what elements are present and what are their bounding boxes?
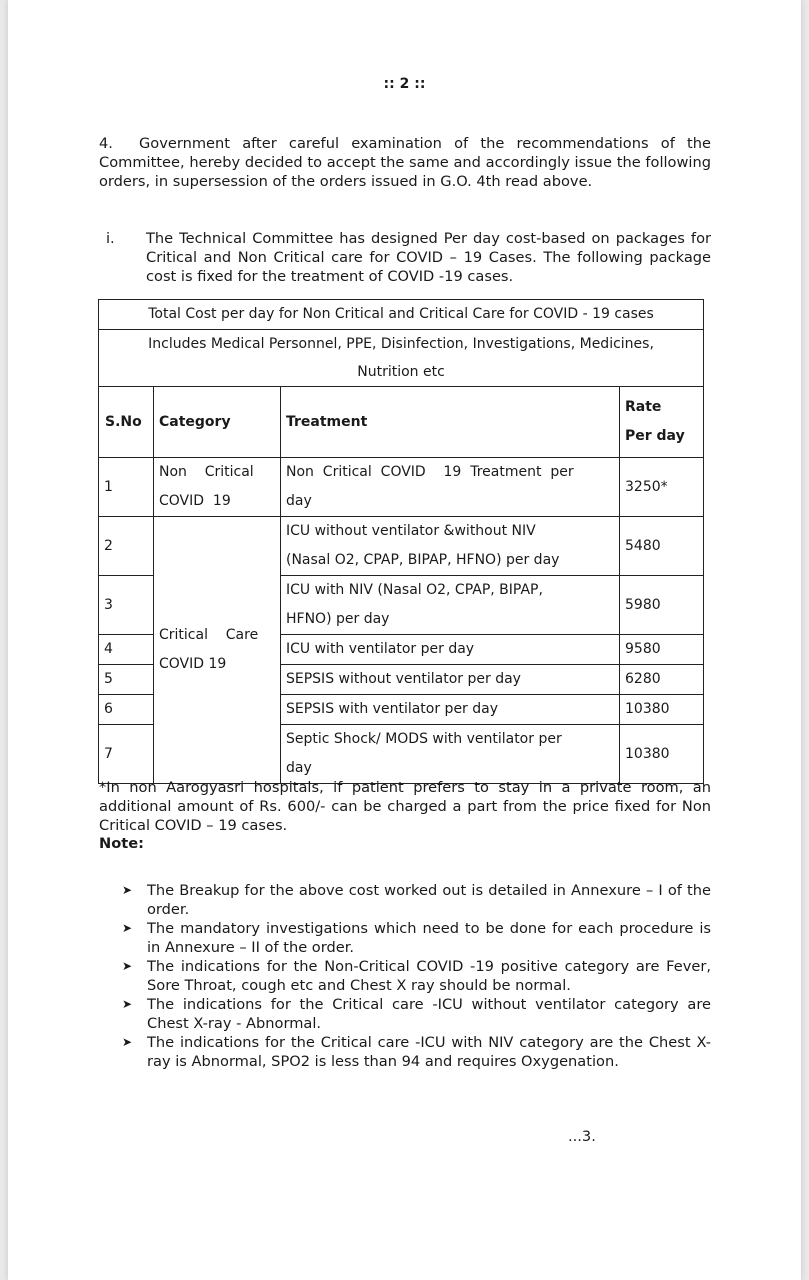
category-non-critical-line2: COVID 19: [159, 493, 231, 509]
header-rate: [620, 387, 704, 458]
row-rate: 9580: [620, 635, 704, 665]
header-treatment: Treatment: [281, 387, 620, 458]
row-sno: 6: [99, 695, 154, 725]
arrow-bullet-icon: ➤: [122, 959, 133, 973]
note-text: The indications for the Critical care -ICU without ventilator category are Chest X-ray - Abnormal.: [147, 996, 711, 1032]
table-subtitle-line1: Includes Medical Personnel, PPE, Disinfection, Investigations, Medicines,: [148, 336, 654, 352]
arrow-bullet-icon: ➤: [122, 1035, 133, 1049]
note-text: The Breakup for the above cost worked out is detailed in Annexure – I of the order.: [147, 882, 711, 918]
category-non-critical: [154, 458, 281, 517]
row-sno: 3: [99, 576, 154, 635]
header-rate-line2: Per day: [625, 428, 685, 444]
row-rate: 5980: [620, 576, 704, 635]
list-item: [120, 995, 711, 1033]
item-i-number: i.: [106, 230, 115, 247]
row-sno: 2: [99, 517, 154, 576]
continuation-marker: ...3.: [568, 1128, 596, 1145]
row-rate: 6280: [620, 665, 704, 695]
row-rate: 5480: [620, 517, 704, 576]
note-title: Note:: [99, 835, 144, 852]
header-sno: S.No: [99, 387, 154, 458]
row-rate: 3250*: [620, 458, 704, 517]
row-treatment-line2: day: [286, 493, 312, 509]
row-treatment: [281, 725, 620, 784]
category-critical-line1: Critical Care: [159, 627, 259, 643]
category-critical: [154, 517, 281, 784]
row-treatment: [281, 576, 620, 635]
category-critical-line2: COVID 19: [159, 656, 227, 672]
row-sno: 1: [99, 458, 154, 517]
row-treatment: [281, 517, 620, 576]
page-marker: :: 2 ::: [383, 76, 426, 92]
row-treatment-line1: ICU with NIV (Nasal O2, CPAP, BIPAP,: [286, 582, 543, 598]
row-treatment: ICU with ventilator per day: [281, 635, 620, 665]
table-subtitle: [99, 330, 704, 387]
category-non-critical-line1: Non Critical: [159, 464, 254, 480]
row-treatment-line1: Non Critical COVID 19 Treatment per: [286, 464, 574, 480]
arrow-bullet-icon: ➤: [122, 883, 133, 897]
arrow-bullet-icon: ➤: [122, 921, 133, 935]
cost-table: [98, 299, 704, 784]
row-treatment-line2: HFNO) per day: [286, 611, 390, 627]
paragraph-4-number: 4.: [99, 135, 113, 152]
list-item: [120, 1033, 711, 1071]
row-treatment: SEPSIS without ventilator per day: [281, 665, 620, 695]
table-row: [99, 458, 704, 517]
table-title: Total Cost per day for Non Critical and Critical Care for COVID - 19 cases: [99, 300, 704, 330]
footnote: *In non Aarogyasri hospitals, if patient prefers to stay in a private room, an additional amount of Rs. 600/- can be charged a part from the price fixed for Non Critical COVID – 19 cases.: [99, 779, 711, 834]
row-treatment-line2: (Nasal O2, CPAP, BIPAP, HFNO) per day: [286, 552, 560, 568]
table-subtitle-line2: Nutrition etc: [357, 364, 445, 380]
paragraph-4: [99, 134, 711, 191]
list-item: [120, 919, 711, 957]
row-treatment-line2: day: [286, 760, 312, 776]
header-category: Category: [154, 387, 281, 458]
table-row: [99, 517, 704, 576]
row-sno: 7: [99, 725, 154, 784]
row-rate: 10380: [620, 725, 704, 784]
header-rate-line1: Rate: [625, 399, 662, 415]
row-treatment-line1: Septic Shock/ MODS with ventilator per: [286, 731, 562, 747]
row-treatment: SEPSIS with ventilator per day: [281, 695, 620, 725]
arrow-bullet-icon: ➤: [122, 997, 133, 1011]
row-sno: 4: [99, 635, 154, 665]
item-i-text: The Technical Committee has designed Per day cost-based on packages for Critical and Non Critical care for COVID – 19 Cases. The following package cost is fixed for the treatment of COVID -19 cases.: [146, 230, 711, 285]
notes-list: [120, 881, 711, 1071]
list-item: [120, 881, 711, 919]
row-rate: 10380: [620, 695, 704, 725]
paragraph-4-text: Government after careful examination of the recommendations of the Committee, hereby decided to accept the same and accordingly issue the following orders, in supersession of the orders issued in G.O. 4th read above.: [99, 135, 711, 190]
row-sno: 5: [99, 665, 154, 695]
note-text: The indications for the Non-Critical COVID -19 positive category are Fever, Sore Throat, cough etc and Chest X ray should be normal.: [147, 958, 711, 994]
row-treatment: [281, 458, 620, 517]
row-treatment-line1: ICU without ventilator &without NIV: [286, 523, 536, 539]
note-text: The indications for the Critical care -ICU with NIV category are the Chest X-ray is Abnormal, SPO2 is less than 94 and requires Oxygenation.: [147, 1034, 711, 1070]
list-item: [120, 957, 711, 995]
note-text: The mandatory investigations which need to be done for each procedure is in Annexure – II of the order.: [147, 920, 711, 956]
